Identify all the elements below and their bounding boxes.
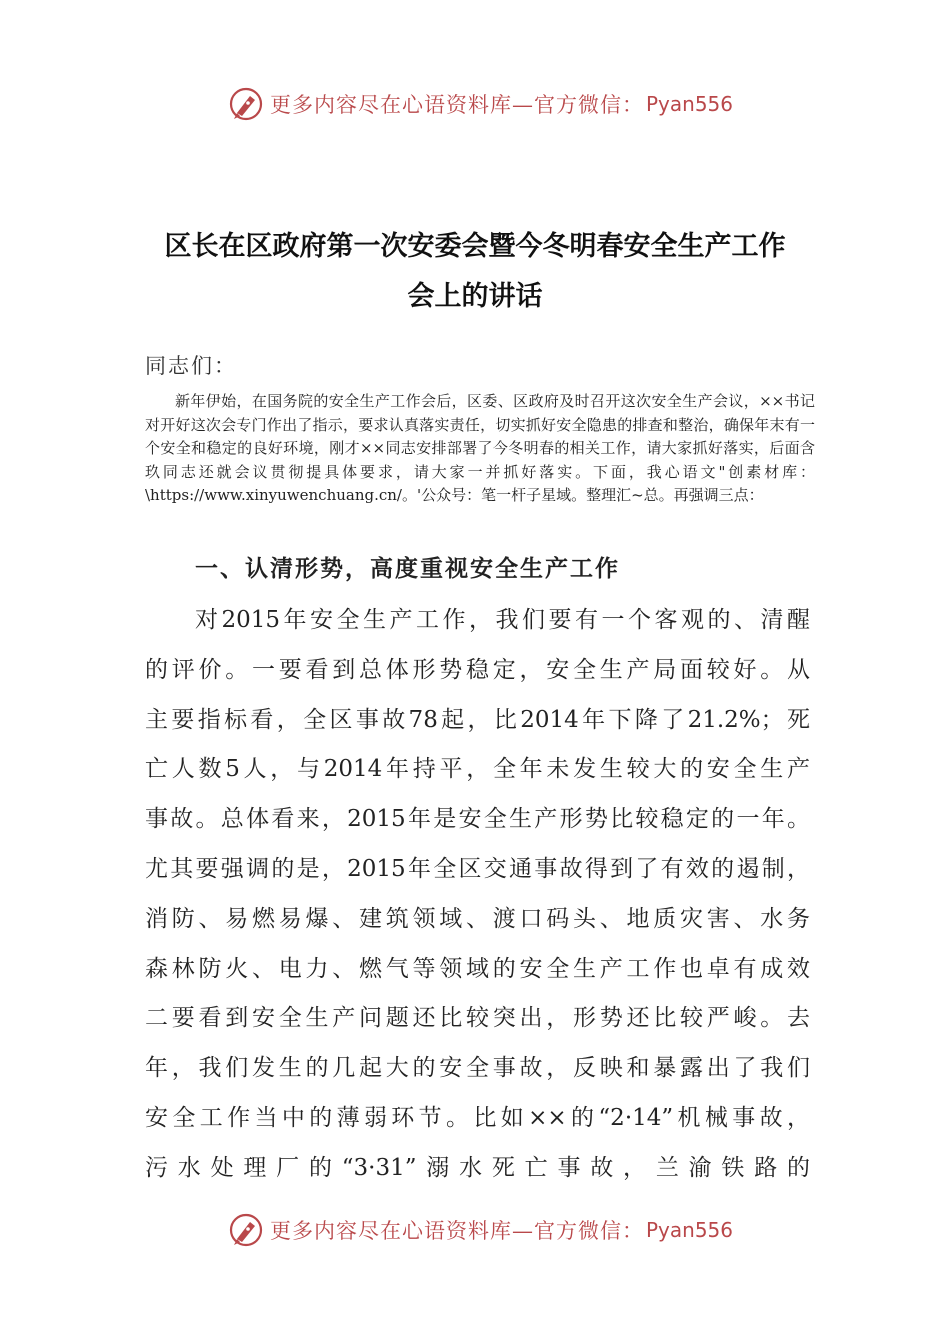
intro-paragraph — [145, 390, 815, 508]
body-line: 消防、易燃易爆、建筑领域、渡口码头、地质灾害、水务 — [145, 905, 810, 932]
footer-watermark — [228, 1210, 748, 1250]
salutation: 同志们： — [145, 354, 237, 378]
body-line: 亡人数5人，与2014年持平，全年未发生较大的安全生产 — [145, 756, 810, 783]
body-line: 事故。总体看来，2015年是安全生产形势比较稳定的一年。 — [145, 806, 810, 833]
body-line: 主要指标看，全区事故78起，比2014年下降了21.2%；死 — [145, 706, 810, 733]
body-line: 污水处理厂的“3·31”溺水死亡事故，兰渝铁路的 — [145, 1154, 810, 1181]
body-text — [145, 596, 810, 1194]
watermark-text: 更多内容尽在心语资料库—官方微信： — [270, 1219, 644, 1243]
watermark-account: Pyan556 — [646, 92, 734, 116]
pen-nib-logo-icon — [228, 1212, 264, 1248]
pen-nib-logo-icon — [228, 86, 264, 122]
header-watermark — [228, 84, 748, 124]
body-line: 的评价。一要看到总体形势稳定，安全生产局面较好。从 — [145, 656, 810, 683]
body-line: 森林防火、电力、燃气等领域的安全生产工作也卓有成效 — [145, 955, 810, 982]
body-line: 年，我们发生的几起大的安全事故，反映和暴露出了我们 — [145, 1055, 810, 1082]
intro-text: 新年伊始，在国务院的安全生产工作会后，区委、区政府及时召开这次安全生产会议，××书记对开好这次会专门作出了指示，要求认真落实责任，切实抓好安全隐患的排查和整治，确保年末有一个安全和稳定的良好环境，刚才××同志安排部署了今冬明春的相关工作，请大家抓好落实，后面含玖同志还就会议贯彻提具体要求，请大家一并抓好落实。下面，我心语文"创素材库：\https://www.xinyuwenchuang.cn/。'公众号：笔一杆子星域。整理汇~总。再强调三点： — [145, 392, 815, 505]
body-line: 对2015年安全生产工作，我们要有一个客观的、清醒 — [195, 607, 810, 633]
section-heading: 一、认清形势，高度重视安全生产工作 — [195, 556, 620, 582]
watermark-text: 更多内容尽在心语资料库—官方微信： — [270, 93, 644, 117]
body-line: 尤其要强调的是，2015年全区交通事故得到了有效的遏制， — [145, 855, 810, 882]
document-title-line-2: 会上的讲话 — [407, 281, 543, 312]
body-line: 二要看到安全生产问题还比较突出，形势还比较严峻。去 — [145, 1005, 810, 1032]
watermark-account: Pyan556 — [646, 1218, 734, 1242]
body-line: 安全工作当中的薄弱环节。比如××的“2·14”机械事故， — [145, 1104, 810, 1131]
document-title-line-1: 区长在区政府第一次安委会暨今冬明春安全生产工作 — [164, 231, 786, 262]
